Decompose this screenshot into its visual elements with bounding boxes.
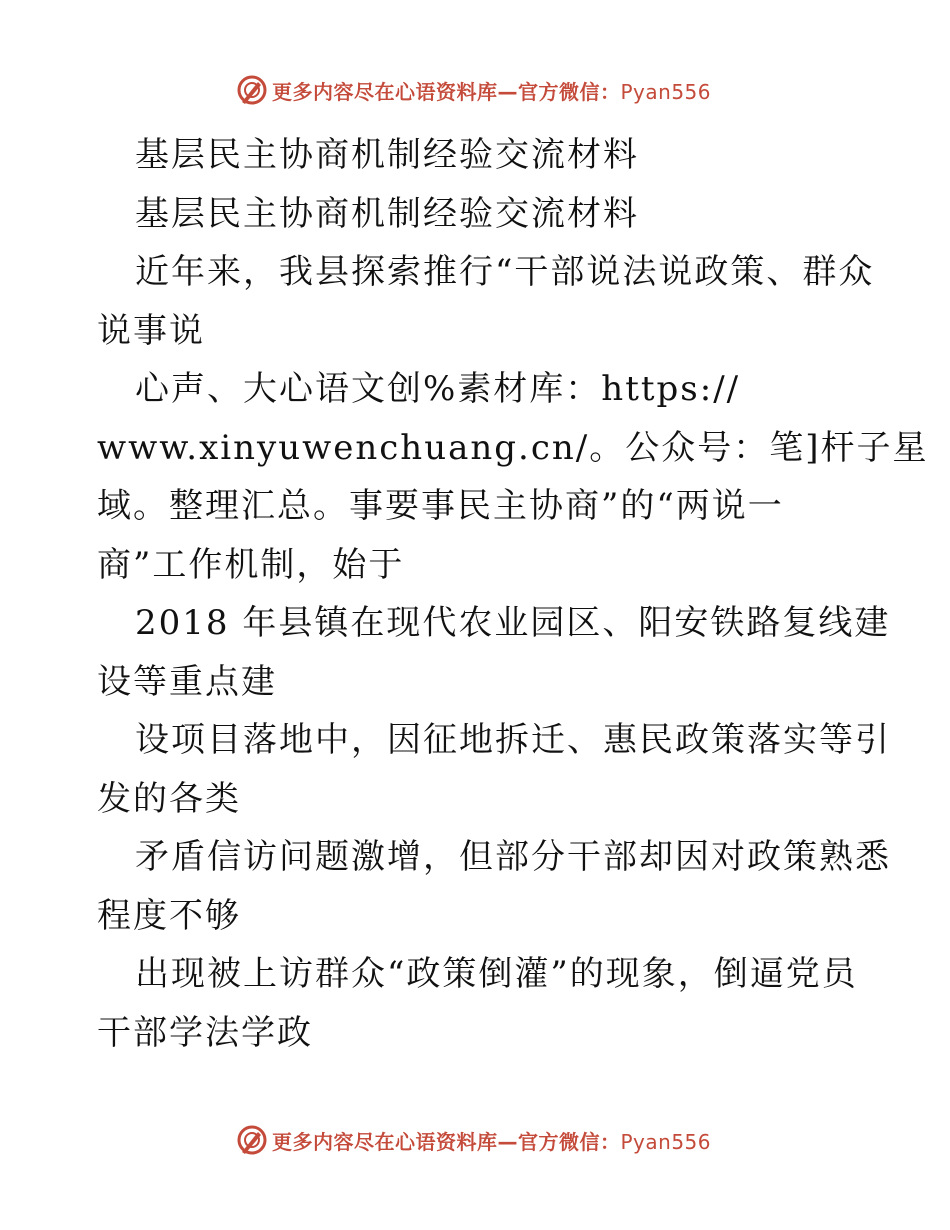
pen-logo-icon bbox=[236, 74, 268, 106]
document-title: 基层民主协商机制经验交流材料 bbox=[135, 135, 639, 175]
watermark-text bbox=[272, 1126, 711, 1155]
watermark-dash: — bbox=[497, 1129, 518, 1154]
footer-watermark bbox=[236, 1123, 711, 1157]
paragraph-line: 设等重点建 bbox=[97, 661, 277, 702]
paragraph-line: www.xinyuwenchuang.cn/。公众号：笔]杆子星 bbox=[97, 427, 929, 468]
watermark-label: 官方微信： bbox=[518, 79, 621, 104]
paragraph-line: 发的各类 bbox=[97, 778, 241, 819]
watermark-site: 更多内容尽在心语资料库 bbox=[272, 79, 498, 104]
watermark-text bbox=[272, 76, 711, 105]
paragraph-line: 出现被上访群众“政策倒灌”的现象，倒逼党员 bbox=[135, 954, 858, 994]
paragraph-line: 域。整理汇总。事要事民主协商”的“两说一 bbox=[97, 486, 784, 526]
watermark-label: 官方微信： bbox=[518, 1129, 621, 1154]
paragraph-line: 心声、大心语文创%素材库：https:// bbox=[135, 369, 741, 409]
paragraph-line: 设项目落地中，因征地拆迁、惠民政策落实等引 bbox=[135, 720, 891, 760]
paragraph-line: 程度不够 bbox=[97, 895, 241, 936]
paragraph-line: 2018 年县镇在现代农业园区、阳安铁路复线建 bbox=[135, 603, 891, 643]
paragraph-line: 说事说 bbox=[97, 310, 205, 351]
watermark-account: Pyan556 bbox=[620, 79, 712, 104]
watermark-dash: — bbox=[497, 79, 518, 104]
paragraph-line: 干部学法学政 bbox=[97, 1012, 313, 1053]
watermark-account: Pyan556 bbox=[620, 1129, 712, 1154]
document-body bbox=[97, 126, 929, 1062]
watermark-site: 更多内容尽在心语资料库 bbox=[272, 1129, 498, 1154]
paragraph-line: 商”工作机制，始于 bbox=[97, 544, 405, 585]
paragraph-line: 矛盾信访问题激增，但部分干部却因对政策熟悉 bbox=[135, 837, 891, 877]
document-subtitle: 基层民主协商机制经验交流材料 bbox=[135, 193, 639, 234]
paragraph-line: 近年来，我县探索推行“干部说法说政策、群众 bbox=[135, 252, 875, 292]
pen-logo-icon bbox=[236, 1124, 268, 1156]
header-watermark bbox=[236, 73, 711, 107]
